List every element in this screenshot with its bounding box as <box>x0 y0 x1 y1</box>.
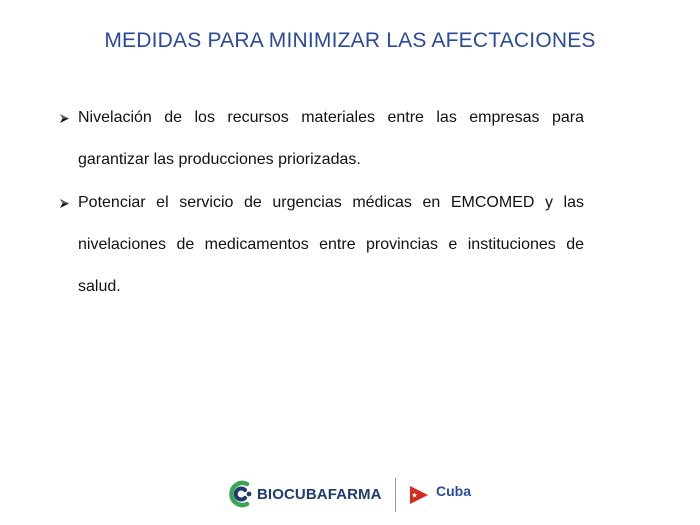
footer-divider <box>395 478 396 512</box>
slide-title: MEDIDAS PARA MINIMIZAR LAS AFECTACIONES <box>104 29 596 52</box>
bullet-text: Potenciar el servicio de urgencias médicas en EMCOMED y las nivelaciones de medicamentos entre provincias e instituciones de salud. <box>78 194 584 295</box>
cuba-flag-icon <box>408 484 430 506</box>
arrowhead-bullet-icon <box>58 97 72 139</box>
bullet-text: Nivelación de los recursos materiales entre las empresas para garantizar las producciones priorizadas. <box>78 109 584 168</box>
bullet-item <box>58 97 584 181</box>
bullet-list <box>58 97 584 309</box>
arrowhead-bullet-icon <box>58 182 72 224</box>
bullet-item <box>58 182 584 308</box>
country-label: Cuba <box>436 483 471 499</box>
biocubafarma-logo-icon <box>225 478 255 510</box>
brand-name: BIOCUBAFARMA <box>257 486 382 503</box>
footer-logos <box>225 476 485 516</box>
